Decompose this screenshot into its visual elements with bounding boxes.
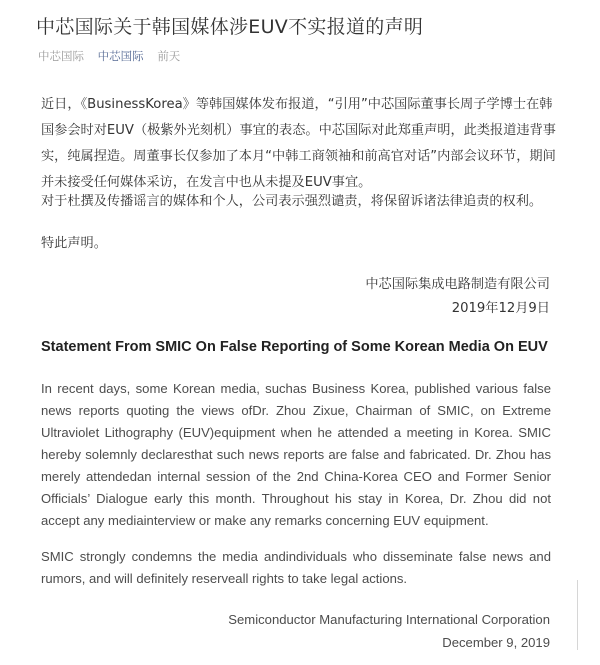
meta-account-link[interactable]: 中芯国际: [97, 49, 144, 63]
article-title: 中芯国际关于韩国媒体涉EUV不实报道的声明: [36, 16, 424, 38]
english-heading: Statement From SMIC On False Reporting of Some Korean Media On EUV: [41, 339, 548, 355]
page-edge-divider: [577, 580, 578, 650]
meta-publish-time: 前天: [157, 49, 181, 63]
en-signature-company: Semiconductor Manufacturing International Corporation: [228, 612, 550, 627]
cn-paragraph-3: 特此声明。: [41, 236, 107, 251]
cn-signature-date: 2019年12月9日: [451, 301, 550, 316]
en-paragraph-2: SMIC strongly condemns the media andindividuals who disseminate false news and rumors, and will definitely reserveall rights to take legal actions.: [41, 549, 551, 586]
en-paragraph-1: In recent days, some Korean media, suchas Business Korea, published various false news reports quoting the views ofDr. Zhou Zixue, Chairman of SMIC, on Extreme Ultraviolet Lithography (EUV)equipment when he attended a meeting in Korea. SMIC hereby solemnly declaresthat such news reports are false and fabricated. Dr. Zhou has merely attendedan internal session of the 2nd China-Korea CEO and Former Senior Officials’ Dialogue early this month. Throughout his stay in Korea, Dr. Zhou did not accept any mediainterview or make any remarks concerning EUV equipment.: [41, 381, 551, 528]
cn-paragraph-2: 对于杜撰及传播谣言的媒体和个人，公司表示强烈谴责，将保留诉诸法律追责的权利。: [41, 194, 543, 209]
cn-paragraph-1: 近日，《BusinessKorea》等韩国媒体发布报道，“引用”中芯国际董事长周子学博士在韩国参会时对EUV（极紫外光刻机）事宜的表态。中芯国际对此郑重声明，此类报道违背事实，纯属捏造。周董事长仅参加了本月“中韩工商领袖和前高官对话”内部会议环节，期间并未接受任何媒体采访，在发言中也从未提及EUV事宜。: [41, 97, 556, 190]
cn-signature-company: 中芯国际集成电路制造有限公司: [365, 277, 550, 292]
meta-source: 中芯国际: [38, 49, 84, 63]
en-signature-date: December 9, 2019: [442, 635, 550, 650]
article-meta: [38, 48, 190, 64]
